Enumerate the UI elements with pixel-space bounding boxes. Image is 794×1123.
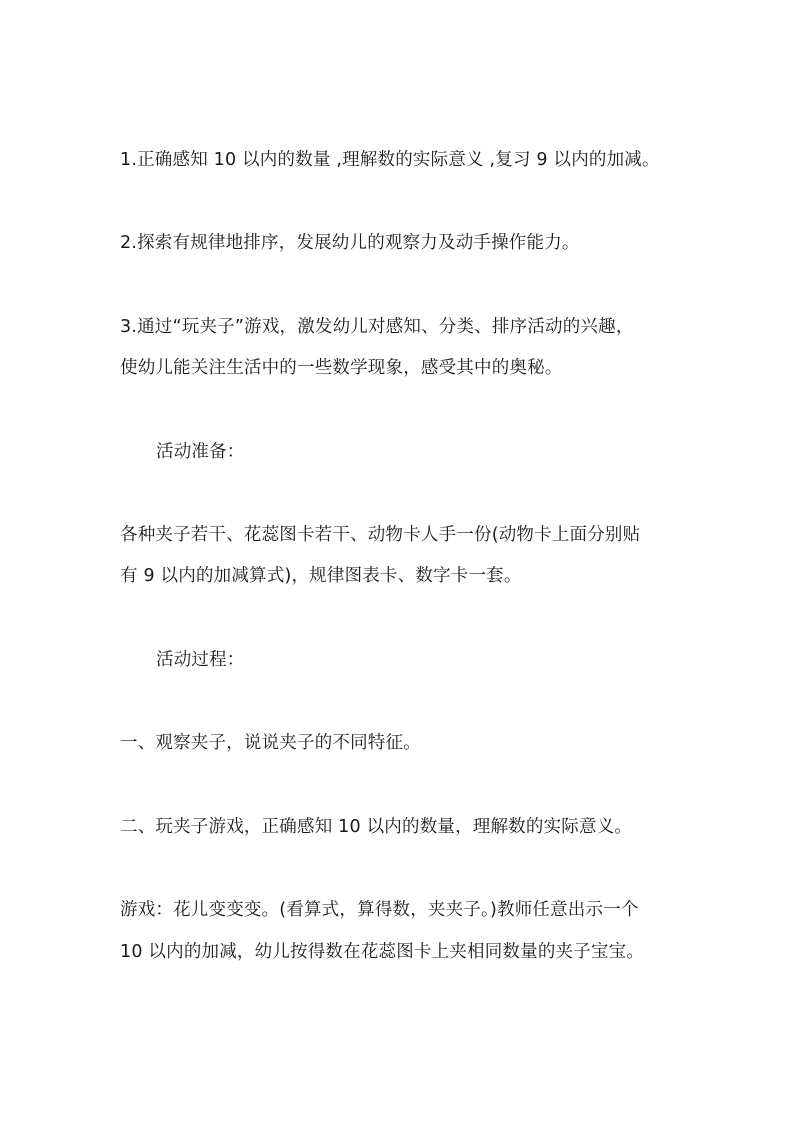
objective-3: 3.通过“玩夹子”游戏，激发幼儿对感知、分类、排序活动的兴趣， <box>120 317 634 337</box>
objective-3-continued: 使幼儿能关注生活中的一些数学现象，感受其中的奥秘。 <box>120 358 563 378</box>
game-line-1: 游戏：花儿变变变。(看算式，算得数，夹夹子。)教师任意出示一个 <box>120 900 639 920</box>
preparation-heading: 活动准备： <box>156 442 245 462</box>
preparation-line-1: 各种夹子若干、花蕊图卡若干、动物卡人手一份(动物卡上面分别贴 <box>120 525 641 545</box>
objective-2: 2.探索有规律地排序，发展幼儿的观察力及动手操作能力。 <box>120 233 580 253</box>
preparation-line-2: 有 9 以内的加减算式)，规律图表卡、数字卡一套。 <box>120 566 522 586</box>
process-step-1: 一、观察夹子，说说夹子的不同特征。 <box>120 733 421 753</box>
objective-1: 1.正确感知 10 以内的数量 ,理解数的实际意义 ,复习 9 以内的加减。 <box>120 150 660 170</box>
process-step-2: 二、玩夹子游戏，正确感知 10 以内的数量，理解数的实际意义。 <box>120 817 633 837</box>
process-heading: 活动过程： <box>156 650 245 670</box>
game-line-2: 10 以内的加减，幼儿按得数在花蕊图卡上夹相同数量的夹子宝宝。 <box>120 942 645 962</box>
